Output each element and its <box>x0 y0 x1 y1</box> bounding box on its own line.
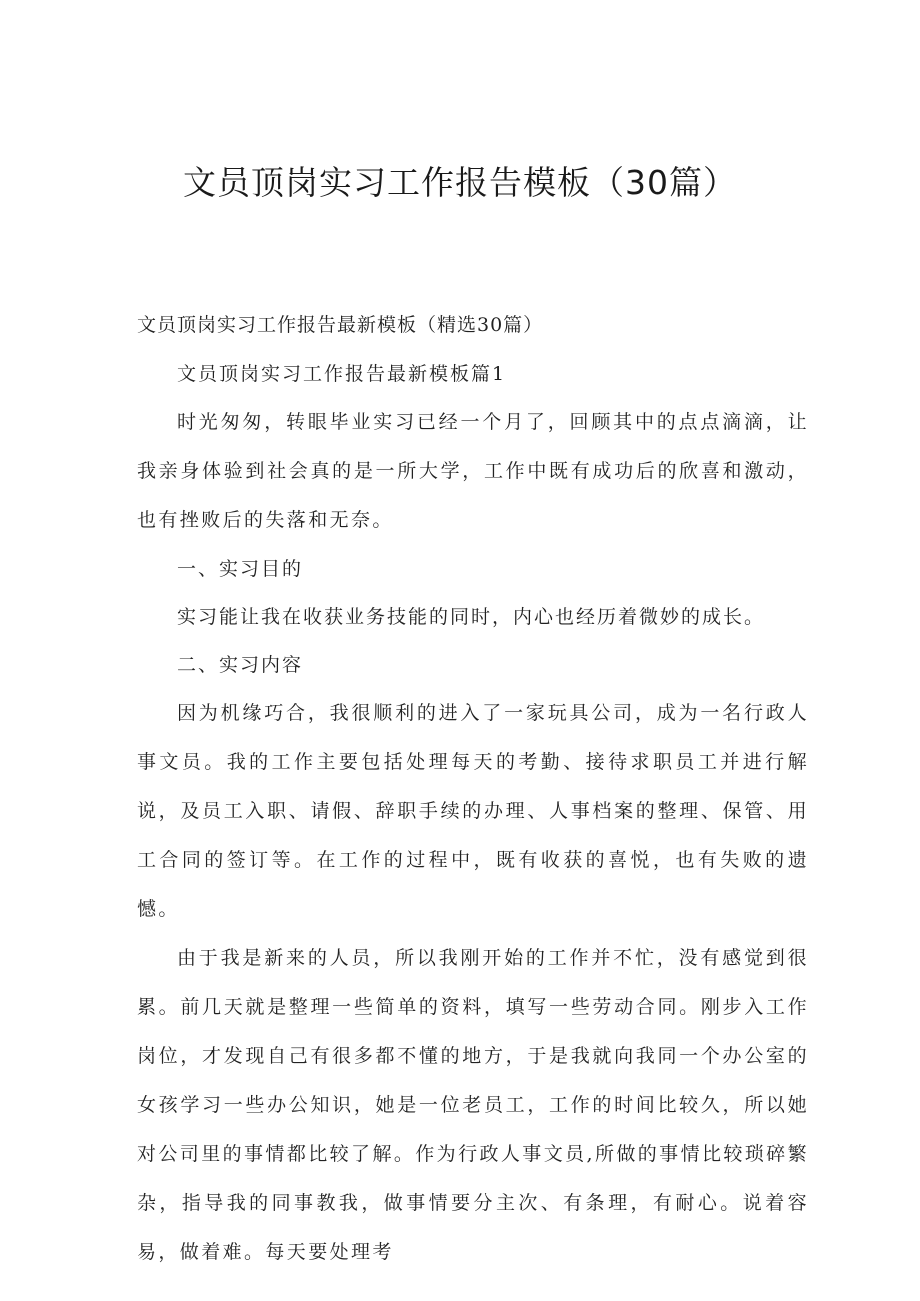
paragraph-3: 因为机缘巧合，我很顺利的进入了一家玩具公司，成为一名行政人事文员。我的工作主要包括处理每天的考勤、接待求职员工并进行解说，及员工入职、请假、辞职手续的办理、人事档案的整理、保管、用工合同的签订等。在工作的过程中，既有收获的喜悦，也有失败的遗憾。 <box>137 702 809 920</box>
document-subtitle: 文员顶岗实习工作报告最新模板（精选30篇） <box>137 314 544 336</box>
heading-content: 二、实习内容 <box>177 654 304 676</box>
paragraph-1: 时光匆匆，转眼毕业实习已经一个月了，回顾其中的点点滴滴，让我亲身体验到社会真的是一所大学，工作中既有成功后的欣喜和激动，也有挫败后的失落和无奈。 <box>137 411 809 531</box>
document-body <box>137 300 809 1277</box>
section-heading: 文员顶岗实习工作报告最新模板篇1 <box>177 363 507 385</box>
paragraph-4: 由于我是新来的人员，所以我刚开始的工作并不忙，没有感觉到很累。前几天就是整理一些简单的资料，填写一些劳动合同。刚步入工作岗位，才发现自己有很多都不懂的地方，于是我就向我同一个办公室的女孩学习一些办公知识，她是一位老员工，工作的时间比较久，所以她对公司里的事情都比较了解。作为行政人事文员,所做的事情比较琐碎繁杂，指导我的同事教我，做事情要分主次、有条理，有耐心。说着容易，做着难。每天要处理考 <box>137 947 809 1263</box>
document-title: 文员顶岗实习工作报告模板（30篇） <box>183 163 737 202</box>
heading-purpose: 一、实习目的 <box>177 558 304 580</box>
paragraph-2: 实习能让我在收获业务技能的同时，内心也经历着微妙的成长。 <box>177 606 766 628</box>
